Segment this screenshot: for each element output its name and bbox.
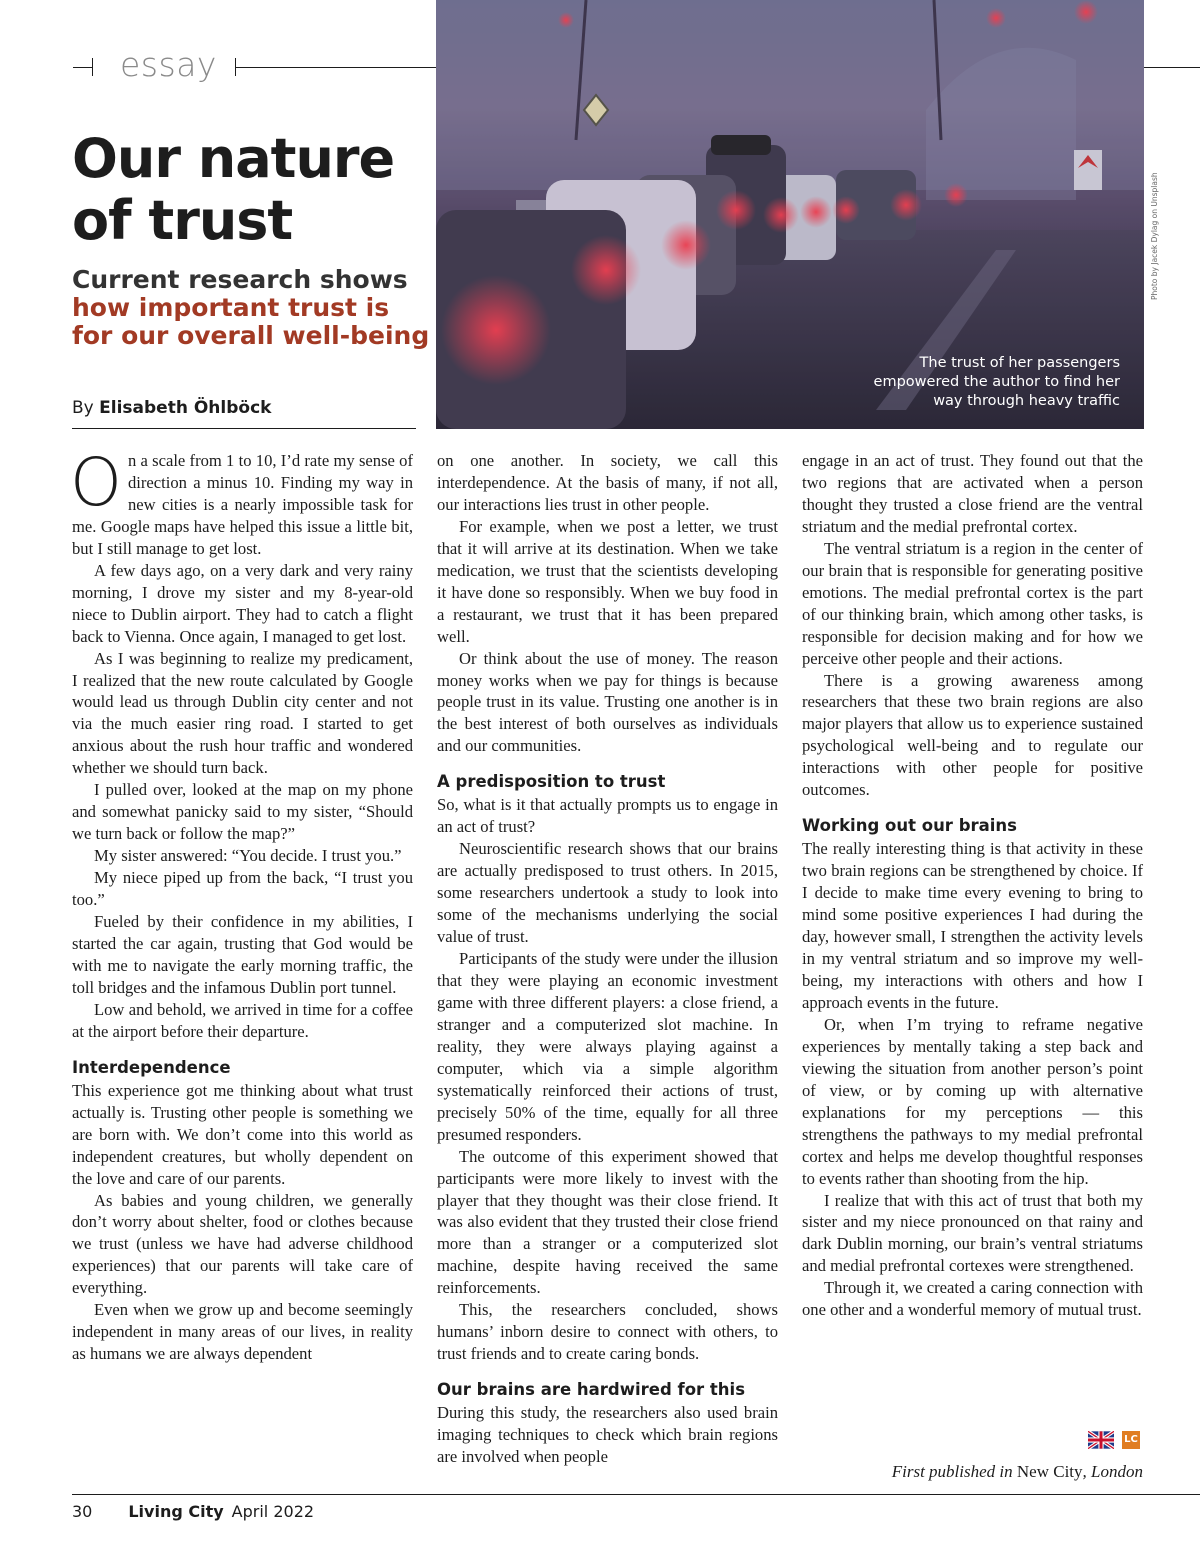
byline-rule (72, 428, 416, 429)
article-column-1 (70, 444, 413, 1365)
paragraph: As I was beginning to realize my predicament, I realized that the new route calculated by Google would lead us through Dublin city center and not via the much easier ring road. I started to get anxious about the rush hour traffic and wondered whether we should turn back. (72, 648, 413, 778)
subheading-working-out: Working out our brains (802, 816, 1017, 836)
uk-flag-icon (1088, 1431, 1114, 1449)
page-number: 30 (72, 1502, 93, 1521)
article-column-3 (802, 450, 1143, 1321)
paragraph: engage in an act of trust. They found out that the two regions that are activated when a person thought they trusted a close friend are the ventral striatum and the medial prefrontal cortex. (802, 451, 1143, 536)
article-column-2 (437, 450, 778, 1468)
subheading-hardwired: Our brains are hardwired for this (437, 1380, 746, 1400)
paragraph: For example, when we post a letter, we trust that it will arrive at its destination. When we take medication, we trust that the scientists developing it have done so responsibly. When we buy food in a restaurant, we trust that it has been prepared well. (437, 516, 778, 646)
paragraph: I realize that with this act of trust that both my sister and my niece pronounced on that rainy and dark Dublin morning, our brain’s ventral striatums and medial prefrontal cortexes were strengthened. (802, 1190, 1143, 1276)
article-subtitle (72, 266, 432, 350)
header-tick-left (92, 58, 93, 76)
magazine-name: Living City (128, 1502, 224, 1521)
paragraph: A few days ago, on a very dark and very rainy morning, I drove my sister and my 8-year-old niece to Dublin airport. They had to catch a flight back to Vienna. Once again, I managed to get lost. (72, 560, 413, 646)
paragraph: Even when we grow up and become seemingly independent in many areas of our lives, in reality as humans we are always dependent (72, 1300, 413, 1364)
paragraph: The really interesting thing is that activity in these two brain regions can be strengthened by choice. If I decide to make time every evening to bring to mind some positive experiences I had during the day, however small, I strengthen the activity levels in my ventral striatum and so improve my well-being, my interactions with others and how I approach events in the future. (802, 839, 1143, 1012)
paragraph: Or think about the use of money. The reason money works when we pay for things is because people trust in its value. Trusting one another is in the best interest of both ourselves as individuals and our communities. (437, 648, 778, 756)
paragraph: So, what is it that actually prompts us to engage in an act of trust? (437, 795, 778, 837)
paragraph: Through it, we created a caring connection with one other and a wonderful memory of mutual trust. (802, 1278, 1143, 1320)
first-published-note: First published in New City, London (891, 1462, 1143, 1481)
subheading-interdependence: Interdependence (72, 1057, 231, 1077)
byline-prefix: By (72, 398, 94, 418)
paragraph: There is a growing awareness among researchers that these two brain regions are also major players that allow us to experience sustained psychological well-being and to regulate our interactions with other people for positive outcomes. (802, 670, 1143, 800)
photo-credit: Photo by Jacek Dylag on Unsplash (1150, 172, 1159, 300)
paragraph: Or, when I’m trying to reframe negative experiences by mentally taking a step back and viewing the situation from another person’s point of view, or by coming up with alternative explanations for my perceptions — this strengthens the pathways to my medial prefrontal cortex and helps me develop thoughtful responses to events rather than shooting from the hip. (802, 1014, 1143, 1188)
first-published-prefix: First published in (891, 1462, 1013, 1481)
footer-rule (72, 1494, 1200, 1495)
author-name: Elisabeth Öhlböck (99, 398, 272, 418)
first-published-publication: New City (1016, 1462, 1083, 1481)
paragraph: Low and behold, we arrived in time for a coffee at the airport before their departure. (72, 999, 413, 1041)
paragraph: The ventral striatum is a region in the center of our brain that is responsible for generating positive emotions. The medial prefrontal cortex is the part of our thinking brain, which among other tasks, is responsible for decision making and for how we perceive other people and their actions. (802, 538, 1143, 668)
end-marks (1088, 1431, 1140, 1449)
paragraph: My niece piped up from the back, “I trust you too.” (72, 868, 413, 910)
subtitle-line-2: how important trust is for our overall well-being (72, 293, 430, 350)
paragraph: Fueled by their confidence in my abilities, I started the car again, trusting that God would be with me to navigate the early morning traffic, the toll bridges and the infamous Dublin port tunnel. (72, 912, 413, 997)
photo-caption: The trust of her passengers empowered the author to find her way through heavy traffic (873, 355, 1120, 409)
issue-date: April 2022 (231, 1502, 315, 1521)
paragraph: As babies and young children, we generally don’t worry about shelter, food or clothes because we trust (unless we have had adverse childhood experiences) that our parents will take care of everything. (72, 1190, 413, 1298)
article-title: Our nature of trust (72, 127, 395, 252)
paragraph: This, the researchers concluded, shows humans’ inborn desire to connect with others, to trust friends and to create caring bonds. (437, 1300, 778, 1364)
header-rule-left (73, 67, 93, 68)
paragraph: This experience got me thinking about what trust actually is. Trusting other people is something we are born with. We don’t come into this world as independent creatures, but wholly dependent on the love and care of our parents. (72, 1080, 413, 1188)
subtitle-line-1: Current research shows (72, 265, 408, 294)
paragraph: My sister answered: “You decide. I trust you.” (94, 846, 402, 866)
paragraph: The outcome of this experiment showed that participants were more likely to invest with the player that they thought was their close friend. It was also evident that they trusted their close friend more than a stranger or a computerized slot machine, despite having received the same reinforcements. (437, 1146, 778, 1298)
lc-logo-icon: LC (1122, 1431, 1140, 1449)
byline (72, 398, 271, 418)
subheading-predisposition: A predisposition to trust (437, 772, 666, 792)
page-footer (72, 1502, 314, 1521)
first-published-place: London (1091, 1462, 1143, 1481)
paragraph: on one another. In society, we call this interdependence. At the basis of many, if not all, our interactions lies trust in other people. (437, 451, 778, 514)
paragraph (70, 444, 413, 560)
section-label: essay (120, 45, 217, 84)
header-rule-middle (236, 67, 436, 68)
paragraph: Neuroscientific research shows that our brains are actually predisposed to trust others. In 2015, some researchers undertook a study to look into some of the mechanisms underlying the social value of trust. (437, 839, 778, 947)
drop-cap: O (70, 444, 122, 521)
paragraph-text: n a scale from 1 to 10, I’d rate my sense of direction a minus 10. Finding my way in new cities is a nearly impossible task for me. Google maps have helped this issue a little bit, but I still manage to get lost. (72, 451, 413, 558)
paragraph: Participants of the study were under the illusion that they were playing an economic investment game with three different players: a close friend, a stranger and a computerized slot machine. In reality, they were always playing against a computer, which via a simple algorithm systematically reinforced their actions of trust, precisely 50% of the time, equally for all three presumed responders. (437, 949, 778, 1144)
paragraph: During this study, the researchers also used brain imaging techniques to check which brain regions are involved when people (437, 1403, 778, 1467)
paragraph: I pulled over, looked at the map on my phone and somewhat panicky said to my sister, “Should we turn back or follow the map?” (72, 780, 413, 844)
header-rule-right (1144, 67, 1200, 68)
